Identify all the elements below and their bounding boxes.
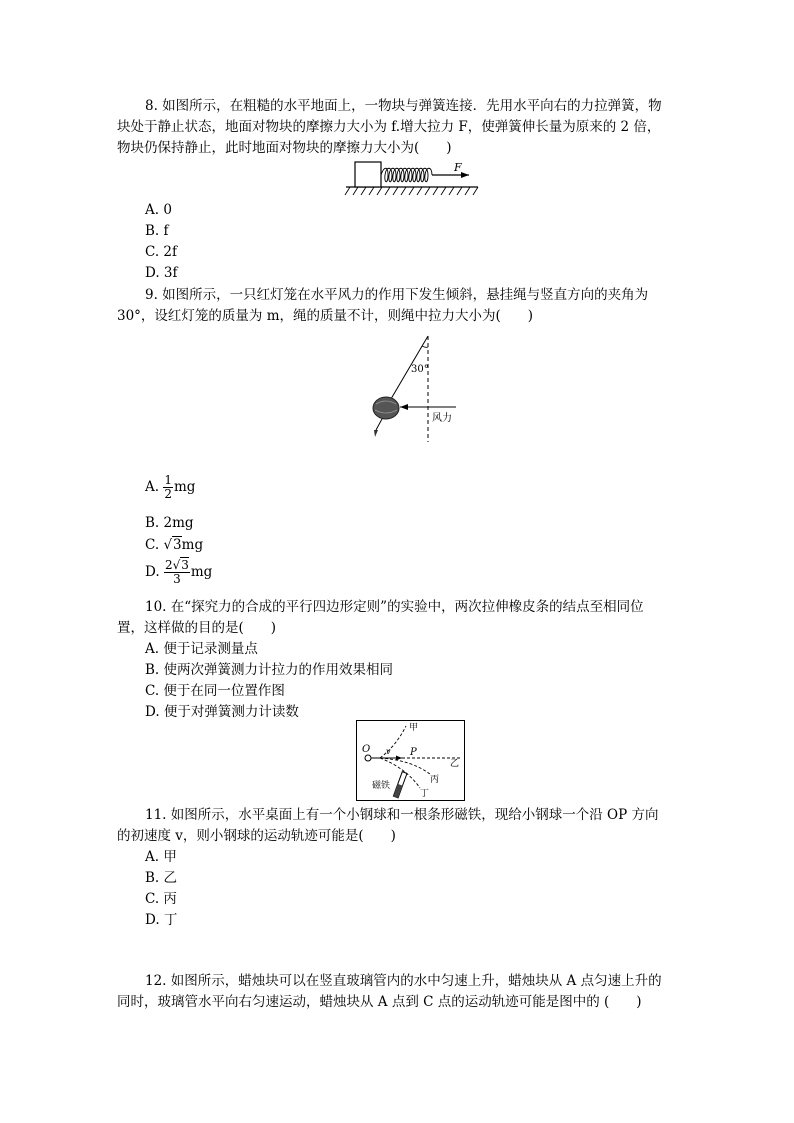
q9-lantern-figure [360,330,470,445]
path-ding-label: 丁 [420,789,430,799]
path-bing-label: 丙 [430,775,440,785]
q9-text-line2: 30°，设红灯笼的质量为 m，绳的质量不计，则绳中拉力大小为( ) [117,308,534,324]
q8-text-line1: 8. 如图所示，在粗糙的水平地面上，一物块与弹簧连接．先用水平向右的力拉弹簧，物 [145,98,662,114]
angle-label: 30° [411,364,429,375]
spring [381,168,432,182]
q8-option-c: C. 2f [145,244,178,260]
q11-magnet-figure [356,720,466,802]
lantern [373,397,399,419]
q12-text-line2: 同时，玻璃管水平向右匀速运动，蜡烛块从 A 点到 C 点的运动轨迹可能是图中的 ( ) [117,994,642,1010]
q8-option-d: D. 3f [145,265,178,281]
magnet-label: 磁铁 [372,781,391,791]
q10-option-d: D. 便于对弹簧测力计读数 [145,704,299,720]
q10-text-line2: 置，这样做的目的是( ) [117,620,277,636]
q8-text-line2: 块处于静止状态，地面对物块的摩擦力大小为 f.增大拉力 F，使弹簧伸长量为原来的 2 倍， [117,119,661,135]
q11-text-line1: 11. 如图所示，水平桌面上有一个小钢球和一根条形磁铁，现给小钢球一个沿 OP 方向 [145,807,659,823]
q11-text-line2: 的初速度 v，则小钢球的运动轨迹可能是( ) [117,828,396,844]
q9-option-a: A. $\frac{1}{2}$ mg [145,473,196,501]
path-jia-label: 甲 [409,723,419,733]
q8-text-line3: 物块仍保持静止，此时地面对物块的摩擦力大小为( ) [117,140,452,156]
steel-ball [365,755,371,761]
q9-option-c: C. √3mg [145,537,204,553]
q11-option-b: B. 乙 [145,870,178,886]
q10-option-c: C. 便于在同一位置作图 [145,683,285,699]
q9-option-d: D. $\frac{2√3}{3}$ mg [145,558,213,586]
q11-option-d: D. 丁 [145,912,178,928]
q11-option-a: A. 甲 [145,849,177,865]
path-yi-label: 乙 [450,759,460,769]
point-o-label: O [362,744,371,755]
q9-option-b: B. 2mg [145,515,194,531]
tassel [374,430,378,437]
force-arrowhead [461,172,469,178]
q10-option-a: A. 便于记录测量点 [145,641,258,657]
q8-option-a: A. 0 [145,202,172,218]
q11-option-c: C. 丙 [145,891,177,907]
q12-text-line1: 12. 如图所示，蜡烛块可以在竖直玻璃管内的水中匀速上升，蜡烛块从 A 点匀速上升的 [145,973,662,989]
point-p-label: P [410,747,417,758]
force-label: F [454,161,462,174]
q8-spring-block-figure [344,158,484,198]
velocity-label: v [386,747,391,756]
q8-option-b: B. f [145,223,169,239]
block [355,162,381,187]
q10-text-line1: 10. 在“探究力的合成的平行四边形定则”的实验中，两次拉伸橡皮条的结点至相同位 [145,599,644,615]
q10-option-b: B. 使两次弹簧测力计拉力的作用效果相同 [145,662,394,678]
q9-text-line1: 9. 如图所示，一只红灯笼在水平风力的作用下发生倾斜，悬挂绳与竖直方向的夹角为 [145,287,649,303]
wind-label: 风力 [432,413,452,424]
